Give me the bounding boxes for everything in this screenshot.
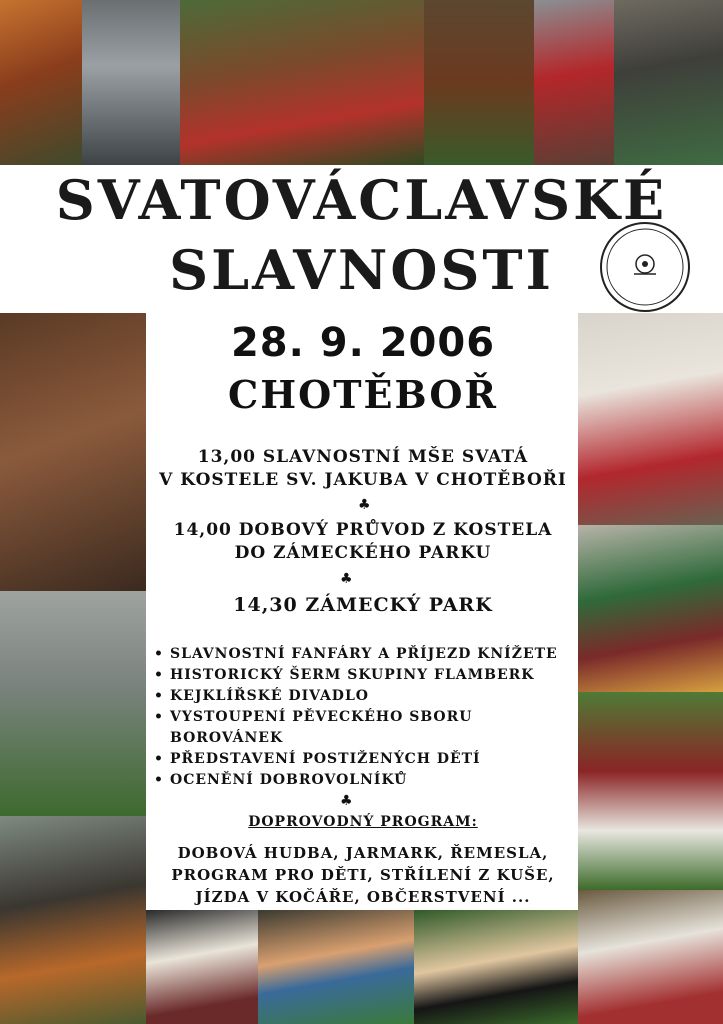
program-item-procession-line2: DO ZÁMECKÉHO PARKU (234, 543, 492, 563)
program-item-park (148, 594, 578, 617)
program-item-mass (148, 446, 578, 492)
activities-list (150, 644, 590, 791)
photo-couple-in-doorway (614, 0, 723, 165)
photo-rider-on-horse (424, 0, 534, 165)
photo-crowd-on-steps (180, 0, 424, 165)
list-item: • VYSTOUPENÍ PĚVECKÉHO SBORU BOROVÁNEK (150, 707, 590, 749)
photo-mother-and-child (146, 910, 258, 1024)
photo-knight-in-armor (82, 0, 180, 165)
poster-title-line1: SVATOVÁCLAVSKÉ (55, 168, 668, 232)
photo-dancers (578, 692, 723, 890)
extra-program-line: PROGRAM PRO DĚTI, STŘÍLENÍ Z KUŠE, (171, 866, 555, 884)
extra-program-heading: DOPROVODNÝ PROGRAM: (248, 814, 478, 830)
photo-hooded-children (0, 313, 146, 591)
photo-child-in-red (534, 0, 614, 165)
beneditkus-stamp-logo (598, 220, 692, 314)
photo-boy-in-cap (258, 910, 414, 1024)
extra-program-line: JÍZDA V KOČÁŘE, OBČERSTVENÍ ... (195, 888, 531, 906)
event-date: 28. 9. 2006 (230, 320, 496, 366)
program-item-procession-line1: 14,00 DOBOVÝ PRŮVOD Z KOSTELA (173, 520, 553, 540)
event-place: CHOTĚBOŘ (228, 372, 498, 417)
program-item-mass-line2: V KOSTELE SV. JAKUBA V CHOTĚBOŘI (159, 470, 567, 490)
photo-girl-with-wreath (578, 313, 723, 525)
list-item: • OCENĚNÍ DOBROVOLNÍKŮ (150, 770, 590, 791)
extra-program-line: DOBOVÁ HUDBA, JARMARK, ŘEMESLA, (177, 844, 549, 862)
program-item-procession (148, 519, 578, 565)
photo-medieval-couple (578, 525, 723, 692)
list-item: • PŘEDSTAVENÍ POSTIŽENÝCH DĚTÍ (150, 749, 590, 770)
photo-king-and-lady (0, 816, 146, 1024)
club-separator-2: ♣ (340, 571, 353, 587)
poster-title-line2: SLAVNOSTI (169, 238, 554, 302)
club-separator-3: ♣ (340, 793, 353, 809)
extra-program-text (148, 842, 578, 908)
photo-women-in-costume (578, 890, 723, 1024)
list-item: • HISTORICKÝ ŠERM SKUPINY FLAMBERK (150, 665, 590, 686)
photo-child-on-horse (414, 910, 578, 1024)
photo-dancing-girl (0, 591, 146, 816)
list-item: • SLAVNOSTNÍ FANFÁRY A PŘÍJEZD KNÍŽETE (150, 644, 590, 665)
list-item: • KEJKLÍŘSKÉ DIVADLO (150, 686, 590, 707)
program-item-mass-line1: 13,00 SLAVNOSTNÍ MŠE SVATÁ (197, 447, 529, 467)
program-item-park-line1: 14,30 ZÁMECKÝ PARK (233, 594, 493, 616)
club-separator-1: ♣ (358, 497, 371, 513)
photo-woman-with-basket (0, 0, 82, 165)
